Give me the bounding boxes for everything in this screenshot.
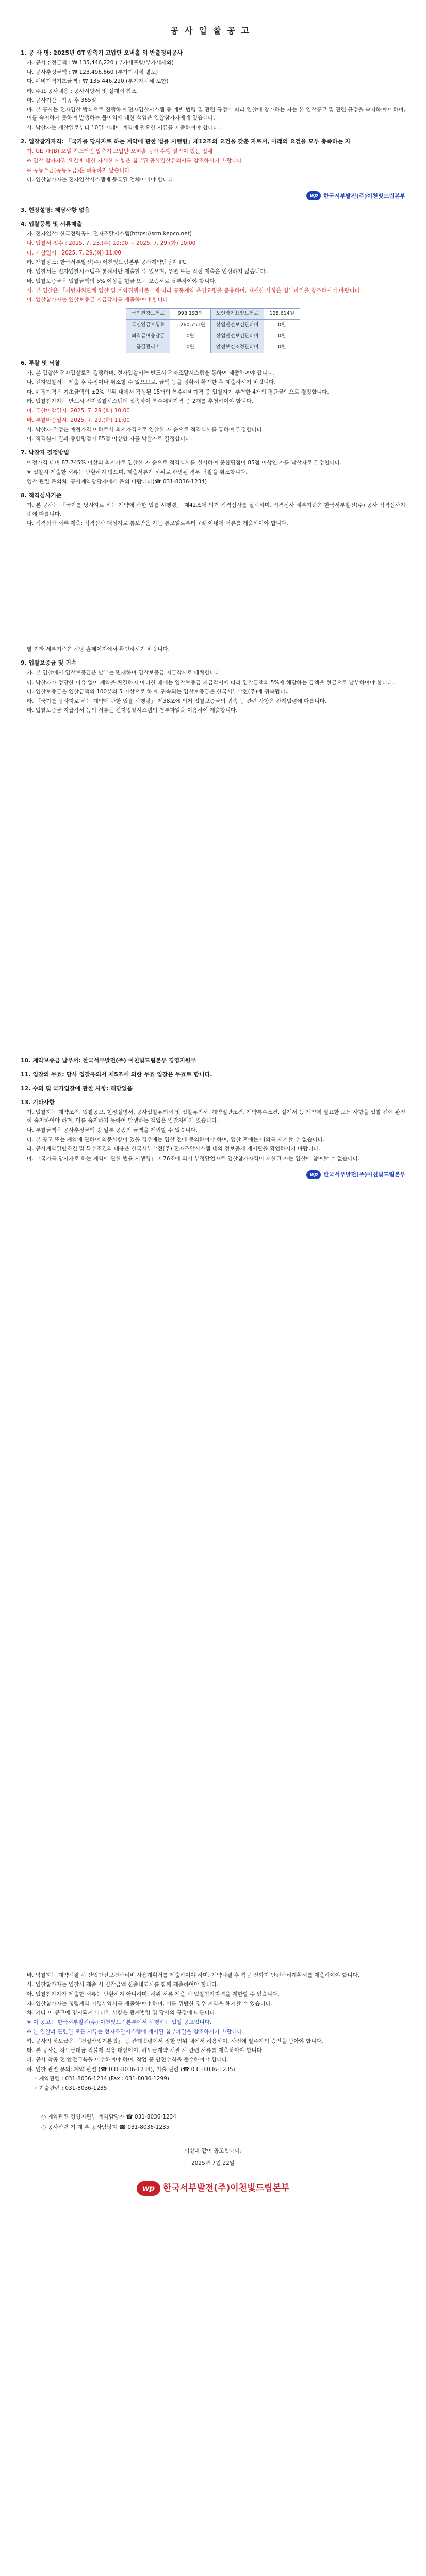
section-12-heading: 12. 수의 및 국가입찰에 관한 사항: 해당없음	[21, 1085, 133, 1092]
table-cell: 0원	[170, 342, 211, 353]
table-cell: 1,260,751원	[170, 320, 211, 331]
section-13-item: 가. 입찰자는 계약조건, 입찰공고, 현장설명서, 공사입찰유의서 및 입찰유의서, 계약일반조건, 계약특수조건, 설계서 등 계약에 필요한 모든 사항을 입찰 전에 완전히 숙지하여야 하며, 이를 숙지하지 못하여 발생하는 책임은 입찰자에게 있습니다.	[27, 1109, 405, 1124]
section-2-red-line: 가. GE 7F(B) 모델 가스터빈 압축기 고압단 오버홀 공사 수행 실적이 있는 업체	[27, 148, 213, 155]
table-row	[126, 309, 300, 320]
section-4-item: 바. 입찰보증금은 입찰금액의 5% 이상을 현금 또는 보증서로 납부하여야 합니다.	[27, 278, 217, 284]
section-13-more: 사. 입찰참가자는 입찰서 제출 시 입찰금액 산출내역서를 함께 제출하여야 합니다.	[27, 1981, 219, 1988]
signature-row	[21, 2181, 405, 2196]
company-logo-text: 한국서부발전(주)이천빛드림본부	[323, 1171, 405, 1178]
table-cell: 0원	[264, 320, 300, 331]
blank-area	[21, 531, 405, 644]
section-13-more: 자. 입찰참가자는 청렴계약 이행서약서를 제출하여야 하며, 이를 위반한 경우 계약을 해지할 수 있습니다.	[27, 2000, 273, 2007]
closing-date: 2025년 7월 22일	[191, 2160, 235, 2167]
section-11-heading: 11. 입찰의 무효: 당사 입찰유의서 제5조에 의한 무효 입찰은 무효로 합니다.	[21, 1071, 212, 1078]
table-cell: 0원	[264, 331, 300, 342]
section-4-red-line: 아. 입찰참가자는 입찰보증금 지급각서를 제출하여야 합니다.	[27, 297, 170, 303]
section-13-blue-line: ※ 이 공고는 한국서부발전(주) 이천빛드림본부에서 시행하는 입찰 공고입니다.	[27, 2019, 212, 2026]
section-13-more: 바. 낙찰자는 계약체결 시 산업안전보건관리비 사용계획서를 제출하여야 하며, 계약체결 후 착공 전까지 안전관리계획서를 제출하여야 합니다.	[27, 1972, 360, 1978]
section-1-heading: 1. 공 사 명: 2025년 GT 압축기 고압단 오버홀 외 반출정비공사	[21, 49, 183, 56]
company-logo	[306, 191, 405, 200]
section-6-heading: 6. 투찰 및 낙찰	[21, 360, 60, 367]
section-2-heading: 2. 입찰참가자격: 「국가를 당사자로 하는 계약에 관한 법률 시행령」제12조의 요건을 갖춘 자로서, 아래의 요건을 모두 충족하는 자	[21, 138, 351, 145]
section-2-red-line: ※ 공동수급(공동도급)은 허용하지 않습니다.	[27, 167, 132, 174]
section-13-extra: 파. 공사 착공 전 안전교육을 이수하여야 하며, 작업 중 안전수칙을 준수하여야 합니다.	[27, 2057, 229, 2063]
section-6-item: 다. 예정가격은 기초금액의 ±2% 범위 내에서 작성된 15개의 복수예비가격 중 입찰자가 추첨한 4개의 평균금액으로 결정합니다.	[27, 388, 329, 395]
table-cell: 0원	[264, 342, 300, 353]
logo-row	[21, 1170, 405, 1179]
section-13-continued	[21, 1971, 405, 2092]
section-1-item: 마. 공사기간 : 착공 후 365일	[27, 97, 96, 104]
section-9-item: 나. 낙찰자가 정당한 이유 없이 계약을 체결하지 아니한 때에는 입찰보증금 지급각서에 따라 입찰금액의 5%에 해당하는 금액을 현금으로 납부하여야 합니다.	[27, 679, 395, 686]
section-6-after: 아. 적격심사 결과 종합평점이 85점 이상인 자를 낙찰자로 결정합니다.	[27, 436, 192, 443]
section-13-more: 아. 입찰참가자가 제출한 서류는 반환하지 아니하며, 허위 서류 제출 시 입찰참가자격을 제한할 수 있습니다.	[27, 1991, 280, 1997]
company-logo-mark: wp	[306, 191, 321, 200]
company-logo	[306, 1170, 405, 1179]
section-9-item: 가. 본 입찰에서 입찰보증금은 납부는 면제하며 입찰보증금 지급각서로 대체합니다.	[27, 670, 222, 676]
section-9-item: 라. 「국가를 당사자로 하는 계약에 관한 법률 시행령」 제38조에 의거 입찰보증금의 귀속 등 관련 사항은 관계법령에 따릅니다.	[27, 698, 327, 705]
table-row	[126, 320, 300, 331]
logo-row	[21, 191, 405, 200]
section-3	[21, 206, 405, 214]
table-cell: 산업안전보건관리비	[210, 320, 264, 331]
table-cell: 노인장기요양보험료	[210, 309, 264, 320]
document-sheet-1	[21, 21, 405, 718]
section-6-red-line: 바. 투찰마감일시: 2025. 7. 29.(화) 11:00	[27, 417, 130, 423]
section-7-heading: 7. 낙찰자 결정방법	[21, 449, 69, 456]
section-4-item: 다. 개찰일시 : 2025. 7. 29.(화) 11:00	[27, 249, 121, 256]
section-8-item: 가. 본 공사는 「국가를 당사자로 하는 계약에 관한 법률 시행령」 제42조에 의거 적격심사를 실시하며, 적격심사 세부기준은 한국서부발전(주) 공사 적격심사기준에 따릅니다.	[27, 502, 405, 517]
contact-row: ○ 공사관련 기 계 부 공사담당자 ☎ 031-8036-1235	[41, 2124, 170, 2130]
document-sheet-3	[21, 1968, 405, 2196]
table-cell: 0원	[170, 331, 211, 342]
table-row	[126, 342, 300, 353]
section-9-item: 다. 입찰보증금은 입찰금액의 100분의 5 이상으로 하며, 귀속되는 입찰보증금은 한국서부발전(주)에 귀속됩니다.	[27, 688, 292, 695]
section-13-more: 차. 기타 이 공고에 명시되지 아니한 사항은 관계법령 및 당사의 규정에 따릅니다.	[27, 2010, 217, 2016]
closing-block	[21, 2147, 405, 2168]
table-cell: 산업안전보건관리비	[210, 331, 264, 342]
section-8	[21, 491, 405, 528]
section-4-item: 나. 입찰서 접수 : 2025. 7. 23.(수) 10:00 ~ 2025. 7. 29.(화) 10:00	[27, 240, 196, 247]
section-4-item: 마. 입찰서는 전자입찰시스템을 통해서만 제출할 수 있으며, 우편 또는 직접 제출은 인정하지 않습니다.	[27, 268, 267, 275]
section-13-item: 라. 공사계약일반조건 및 특수조건의 내용은 한국서부발전(주) 전자조달시스템 내의 정보공개 게시판을 확인하시기 바랍니다.	[27, 1146, 320, 1153]
section-4-red-line: 사. 본 입찰은 「지방자치단체 입찰 및 계약집행기준」에 따라 공동계약 운영요령을 준용하며, 자세한 사항은 첨부파일을 참조하시기 바랍니다.	[27, 287, 362, 294]
section-11	[21, 1070, 405, 1079]
section-1-note: 사. 낙찰자는 개찰일로부터 10일 이내에 계약에 필요한 서류를 제출하여야 합니다.	[27, 124, 220, 131]
section-13	[21, 1098, 405, 1163]
section-2-red-line: ※ 입찰 참가자격 요건에 대한 자세한 사항은 첨부된 공사입찰유의서를 참조하시기 바랍니다.	[27, 158, 244, 164]
contact-block	[41, 2113, 405, 2131]
company-logo-mark: wp	[306, 1170, 321, 1179]
section-13-phone: ◦ 계약관련 : 031-8036-1234 (Fax : 031-8036-1299)	[34, 2075, 169, 2082]
section-13-heading: 13. 기타사항	[21, 1099, 55, 1106]
section-13-extra: 타. 본 공사는 하도급대금 직불제 적용 대상이며, 하도급계약 체결 시 관련 서류를 제출하여야 합니다.	[27, 2047, 264, 2054]
section-6-item: 나. 전자입찰서는 제출 후 수정이나 취소할 수 없으므로, 금액 등을 정확히 확인한 후 제출하시기 바랍니다.	[27, 379, 276, 386]
section-6-after: 사. 낙찰자 결정은 예정가격 이하로서 최저가격으로 입찰한 자 순으로 적격심사를 통하여 결정합니다.	[27, 426, 264, 433]
section-4-item: 라. 개찰장소: 한국서부발전(주) 이천빛드림본부 공사계약담당자 PC	[27, 259, 187, 265]
section-13-phone: ◦ 기술관련 : 031-8036-1235	[34, 2085, 107, 2092]
section-10-heading: 10. 계약보증금 납부서: 한국서부발전(주) 이천빛드림본부 경영지원부	[21, 1057, 196, 1064]
table-cell: 국민연금보험료	[126, 320, 170, 331]
section-4-item: 가. 전자입찰: 한국전력공사 전자조달시스템(https://srm.kepco.net)	[27, 231, 192, 238]
section-8-heading: 8. 적격심사기준	[21, 492, 62, 499]
section-13-extra: 하. 입찰 관련 문의: 계약 관련 (☎ 031-8036-1234), 기술 관련 (☎ 031-8036-1235)	[27, 2066, 235, 2073]
section-1-item: 나. 공사추정금액 : ₩ 123,496,660 (부가가치세 별도)	[27, 69, 158, 76]
company-logo-text: 한국서부발전(주)이천빛드림본부	[162, 2183, 290, 2194]
section-1-item: 가. 공사추정금액 : ₩ 135,446,220 (부가세포함/부가세제외)	[27, 59, 174, 66]
contact-row: ○ 계약관련 경영지원부 계약담당자 ☎ 031-8036-1234	[41, 2114, 176, 2121]
section-7-note: ※ 입찰시 제출한 서류는 반환하지 않으며, 제출서류가 허위로 판명된 경우 낙찰을 취소합니다.	[27, 469, 248, 476]
table-cell: 128,614원	[264, 309, 300, 320]
table-cell: 993,193원	[170, 309, 211, 320]
section-10	[21, 1056, 405, 1065]
section-13-item: 마. 「국가를 당사자로 하는 계약에 관한 법률 시행령」 제76조에 의거 부정당업자로 입찰참가자격이 제한된 자는 입찰에 참여할 수 없습니다.	[27, 1155, 360, 1162]
company-logo-text: 한국서부발전(주)이천빛드림본부	[323, 192, 405, 199]
cost-table	[126, 308, 300, 353]
section-13-item: 다. 본 공고 또는 계약에 관하여 의문사항이 있을 경우에는 입찰 전에 문의하여야 하며, 입찰 후에는 이의를 제기할 수 없습니다.	[27, 1136, 325, 1143]
page-title: 공사입찰공고	[156, 25, 270, 41]
section-6	[21, 359, 405, 443]
section-1-note: 바. 본 공사는 전자입찰 방식으로 진행하며 전자입찰시스템 등 개별 법령 및 관련 규정에 따라 입찰에 참가하는 자는 본 입찰공고 및 관련 규정을 숙지하여야 하며, 이를 숙지하지 못하여 발생하는 불이익에 대한 책임은 입찰참가자에게 있습니다.	[27, 107, 405, 122]
section-4	[21, 219, 405, 304]
section-6-item: 가. 본 입찰은 전자입찰로만 집행하며, 전자입찰서는 반드시 전자조달시스템을 통하여 제출하여야 합니다.	[27, 370, 274, 377]
section-6-item: 라. 입찰참가자는 반드시 전자입찰시스템에 접속하여 복수예비가격 중 2개를 추첨하여야 합니다.	[27, 398, 253, 405]
section-1	[21, 48, 405, 132]
table-cell: 품질관리비	[126, 342, 170, 353]
section-3-heading: 3. 현장설명: 해당사항 없음	[21, 207, 90, 214]
section-2-line: 나. 입찰참가자는 전자입찰시스템에 등록된 업체이어야 합니다.	[27, 176, 175, 183]
section-6-red-line: 마. 투찰마감일시: 2025. 7. 29.(화) 10:00	[27, 408, 130, 414]
table-cell: 국민건강보험료	[126, 309, 170, 320]
section-12	[21, 1084, 405, 1093]
section-9-item: 마. 입찰보증금 지급각서 등의 서류는 전자입찰시스템의 첨부파일을 이용하여 제출합니다.	[27, 707, 238, 714]
section-8-last: 발 기타 세부기준은 해당 홈페이지에서 확인하시기 바랍니다.	[27, 646, 170, 653]
section-13-extra: 카. 공사의 하도급은 「건설산업기본법」 등 관계법령에서 정한 범위 내에서 허용하며, 사전에 발주자의 승인을 받아야 합니다.	[27, 2038, 323, 2044]
section-13-item: 나. 투찰금액은 공사추정금액 중 일부 공종의 금액을 제외할 수 없습니다.	[27, 1127, 198, 1133]
section-7	[21, 448, 405, 486]
section-7-text: 예정가격 대비 87.745% 이상의 최저가로 입찰한 자 순으로 적격심사를 실시하여 종합평점이 85점 이상인 자를 낙찰자로 결정합니다.	[27, 460, 342, 466]
section-9	[21, 658, 405, 715]
company-logo-large	[137, 2181, 289, 2196]
closing-line: 이상과 같이 공고합니다.	[184, 2147, 242, 2154]
section-7-underline: 입찰 관련 문의처: 공사계약담당자에게 문의 바랍니다(☎ 031-8036-1234)	[27, 478, 207, 485]
section-4-heading: 4. 입찰등록 및 서류제출	[21, 221, 82, 228]
section-2	[21, 137, 405, 184]
company-logo-mark: wp	[137, 2181, 160, 2196]
section-8-item: 나. 적격심사 서류 제출: 적격심사 대상자로 통보받은 자는 통보일로부터 7일 이내에 서류를 제출하여야 합니다.	[27, 520, 288, 527]
section-1-item: 다. 예비가격기초금액 : ₩ 135,446,220 (부가가치세 포함)	[27, 78, 169, 85]
table-cell: 안전보건조정관리비	[210, 342, 264, 353]
table-row	[126, 331, 300, 342]
section-9-heading: 9. 입찰보증금 및 귀속	[21, 659, 77, 667]
table-cell: 퇴직급여충당금	[126, 331, 170, 342]
section-1-item: 라. 주요 공사내용 : 공사시방서 및 설계서 참조	[27, 88, 137, 94]
document-sheet-2	[21, 1051, 405, 1184]
section-13-blue-line: ※ 본 입찰과 관련된 모든 서류는 전자조달시스템에 게시된 첨부파일을 참조하시기 바랍니다.	[27, 2028, 244, 2035]
